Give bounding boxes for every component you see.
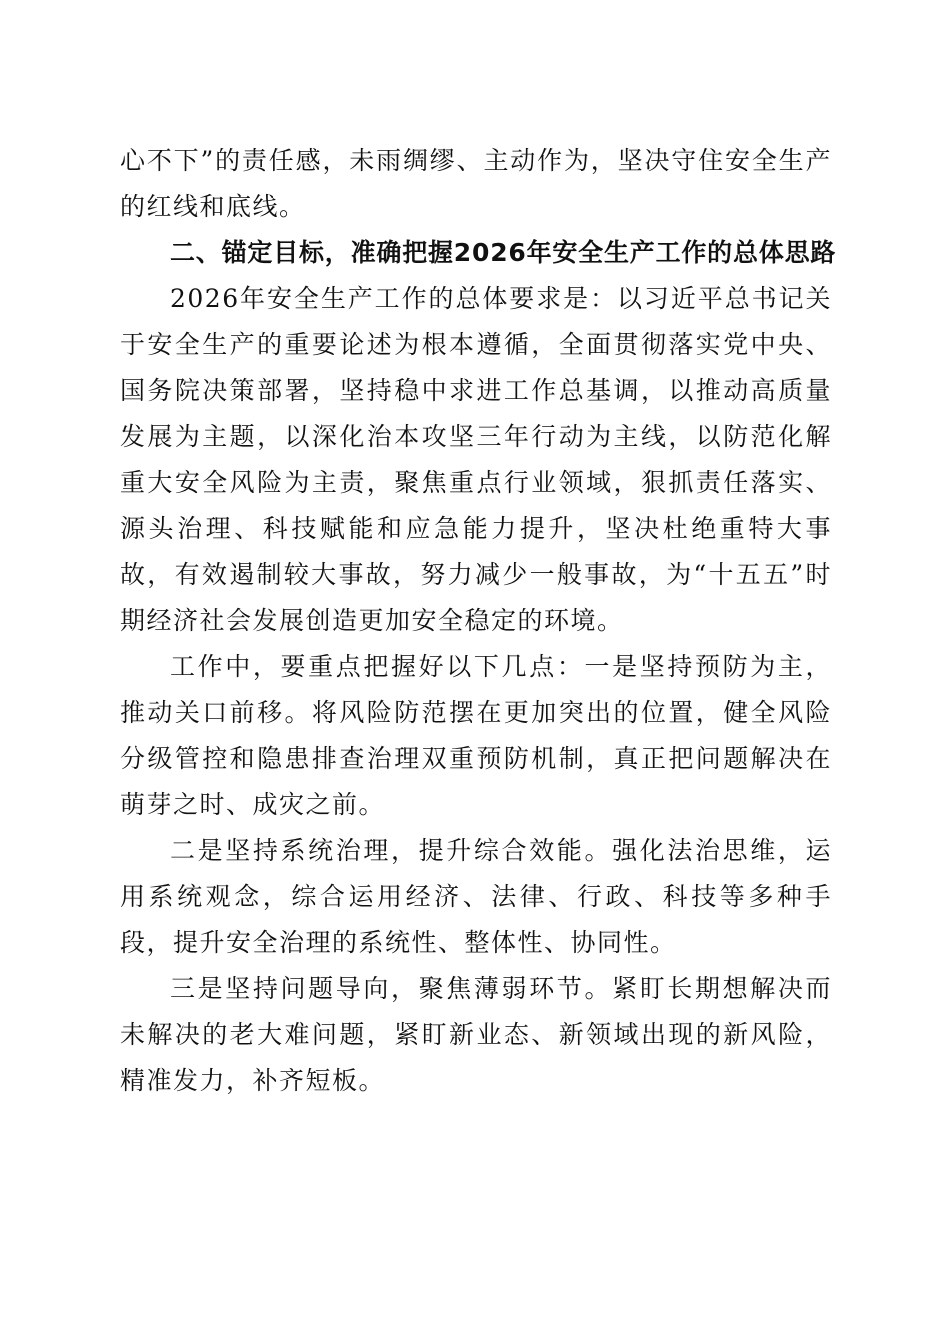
document-body xyxy=(120,138,837,1104)
continuation-paragraph: 心不下”的责任感，未雨绸缪、主动作为，坚决守住安全生产的红线和底线。 xyxy=(120,146,832,221)
paragraph-key-points: 工作中，要重点把握好以下几点：一是坚持预防为主，推动关口前移。将风险防范摆在更加突出的位置，健全风险分级管控和隐患排查治理双重预防机制，真正把问题解决在萌芽之时、成灾之前。 xyxy=(120,652,832,819)
paragraph-systematic-governance: 二是坚持系统治理，提升综合效能。强化法治思维，运用系统观念，综合运用经济、法律、行政、科技等多种手段，提升安全治理的系统性、整体性、协同性。 xyxy=(120,836,832,957)
section-heading: 二、锚定目标，准确把握2026年安全生产工作的总体思路 xyxy=(170,238,837,267)
paragraph-overall-requirements: 2026年安全生产工作的总体要求是：以习近平总书记关于安全生产的重要论述为根本遵循，全面贯彻落实党中央、国务院决策部署，坚持稳中求进工作总基调，以推动高质量发展为主题，以深化治本攻坚三年行动为主线，以防范化解重大安全风险为主责，聚焦重点行业领域，狠抓责任落实、源头治理、科技赋能和应急能力提升，坚决杜绝重特大事故，有效遏制较大事故，努力减少一般事故，为“十五五”时期经济社会发展创造更加安全稳定的环境。 xyxy=(120,284,832,635)
paragraph-problem-orientation: 三是坚持问题导向，聚焦薄弱环节。紧盯长期想解决而未解决的老大难问题，紧盯新业态、新领域出现的新风险，精准发力，补齐短板。 xyxy=(120,974,832,1095)
